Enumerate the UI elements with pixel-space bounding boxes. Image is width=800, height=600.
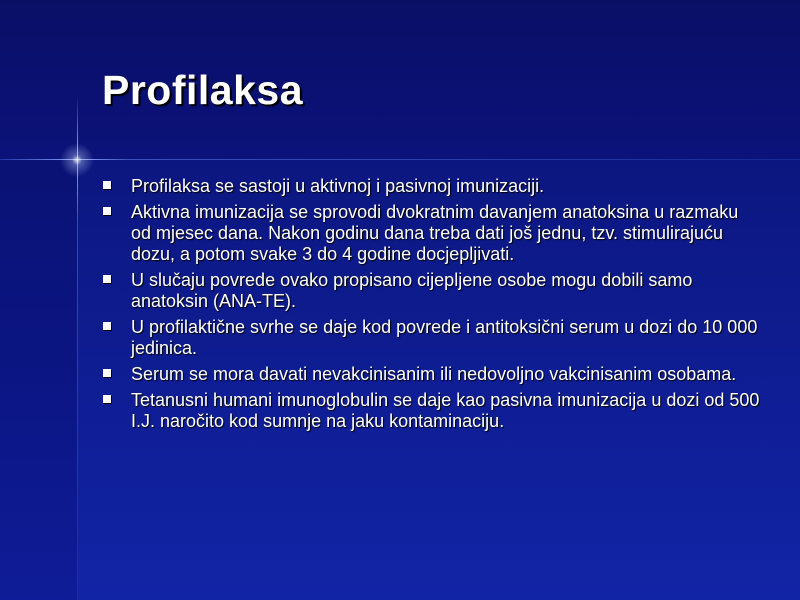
bullet-item [100,202,760,265]
bullet-item [100,317,760,359]
horizontal-decor-line [0,159,800,160]
sparkle-icon [57,140,97,180]
bullet-list [100,176,760,437]
bullet-text: U slučaju povrede ovako propisano cijepljene osobe mogu dobili samo anatoksin (ANA-TE). [131,270,693,311]
bullet-item [100,364,760,385]
bullet-item [100,270,760,312]
bullet-text: Tetanusni humani imunoglobulin se daje kao pasivna imunizacija u dozi od 500 I.J. naročito kod sumnje na jaku kontaminaciju. [131,390,760,431]
bullet-text: Serum se mora davati nevakcinisanim ili nedovoljno vakcinisanim osobama. [131,364,737,384]
bullet-item [100,176,760,197]
square-bullet-icon [103,181,111,189]
bullet-item [100,390,760,432]
square-bullet-icon [103,322,111,330]
slide-title: Profilaksa [102,67,303,113]
square-bullet-icon [103,275,111,283]
square-bullet-icon [103,395,111,403]
bullet-text: Aktivna imunizacija se sprovodi dvokratnim davanjem anatoksina u razmaku od mjesec dana. Nakon godinu dana treba dati još jednu, tzv. stimulirajuću dozu, a potom svake 3 do 4 godine docjepljivati. [131,202,739,264]
square-bullet-icon [103,207,111,215]
bullet-text: Profilaksa se sastoji u aktivnoj i pasivnoj imunizaciji. [131,176,545,196]
square-bullet-icon [103,369,111,377]
bullet-text: U profilaktične svrhe se daje kod povrede i antitoksični serum u dozi do 10 000 jedinica. [131,317,758,358]
